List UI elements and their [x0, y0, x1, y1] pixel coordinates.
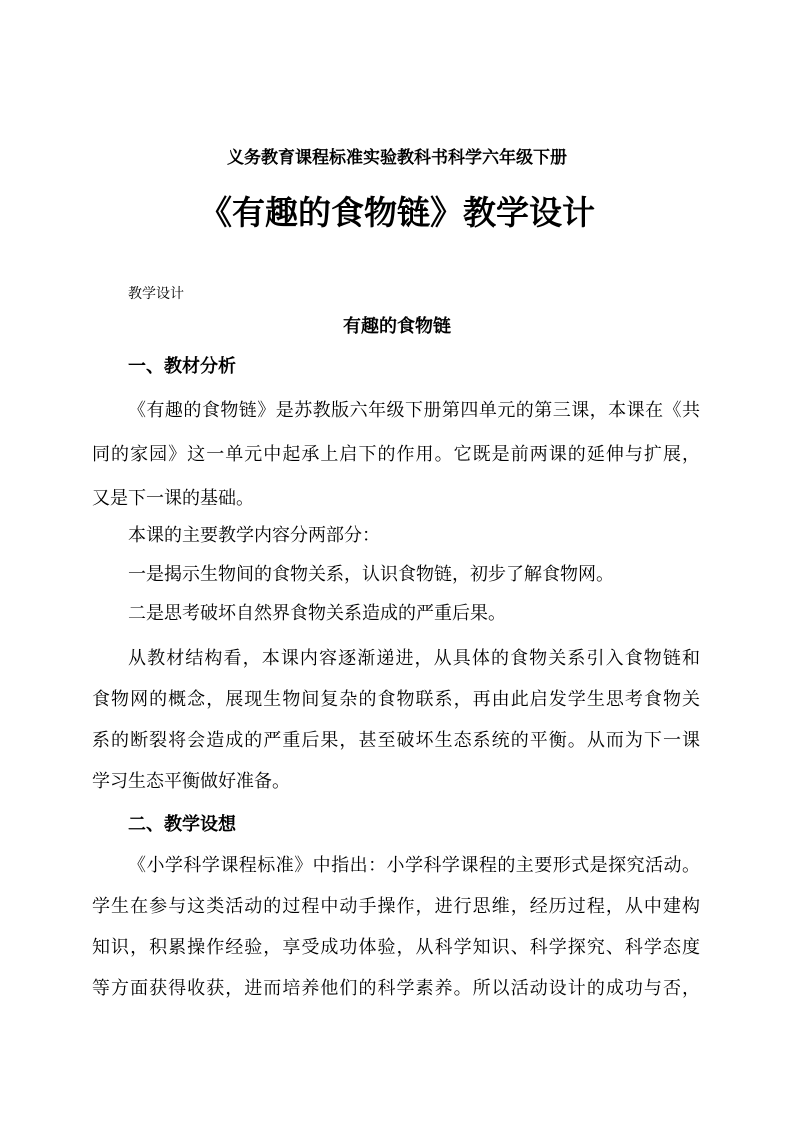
paragraph-line: 学生在参与这类活动的过程中动手操作，进行思维，经历过程，从中建构 [92, 896, 700, 917]
paragraph-line: 本课的主要教学内容分两部分： [128, 525, 380, 546]
paragraph-line: 《有趣的食物链》是苏教版六年级下册第四单元的第三课，本课在《共 [128, 400, 700, 421]
section-heading-teaching-concept: 二、教学设想 [128, 814, 236, 835]
paragraph-line: 一是揭示生物间的食物关系，认识食物链，初步了解食物网。 [128, 564, 614, 585]
paragraph-line: 系的断裂将会造成的严重后果，甚至破坏生态系统的平衡。从而为下一课 [92, 730, 700, 751]
paragraph-line: 食物网的概念，展现生物间复杂的食物联系，再由此启发学生思考食物关 [92, 689, 700, 710]
paragraph-line: 《小学科学课程标准》中指出：小学科学课程的主要形式是探究活动。 [128, 855, 700, 876]
section-heading-textbook-analysis: 一、教材分析 [128, 356, 236, 377]
paragraph-line: 二是思考破坏自然界食物关系造成的严重后果。 [128, 603, 506, 624]
series-title: 义务教育课程标准实验教科书科学六年级下册 [227, 148, 567, 168]
lesson-title: 有趣的食物链 [343, 316, 451, 337]
paragraph-line: 知识，积累操作经验，享受成功体验，从科学知识、科学探究、科学态度 [92, 937, 700, 958]
paragraph-line: 又是下一课的基础。 [92, 488, 254, 509]
document-title: 《有趣的食物链》教学设计 [199, 193, 595, 232]
paragraph-line: 同的家园》这一单元中起承上启下的作用。它既是前两课的延伸与扩展， [92, 444, 700, 465]
section-label: 教学设计 [128, 286, 184, 302]
paragraph-line: 等方面获得收获，进而培养他们的科学素养。所以活动设计的成功与否， [92, 978, 700, 999]
paragraph-line: 学习生态平衡做好准备。 [92, 771, 290, 792]
paragraph-line: 从教材结构看，本课内容逐渐递进，从具体的食物关系引入食物链和 [128, 648, 700, 669]
